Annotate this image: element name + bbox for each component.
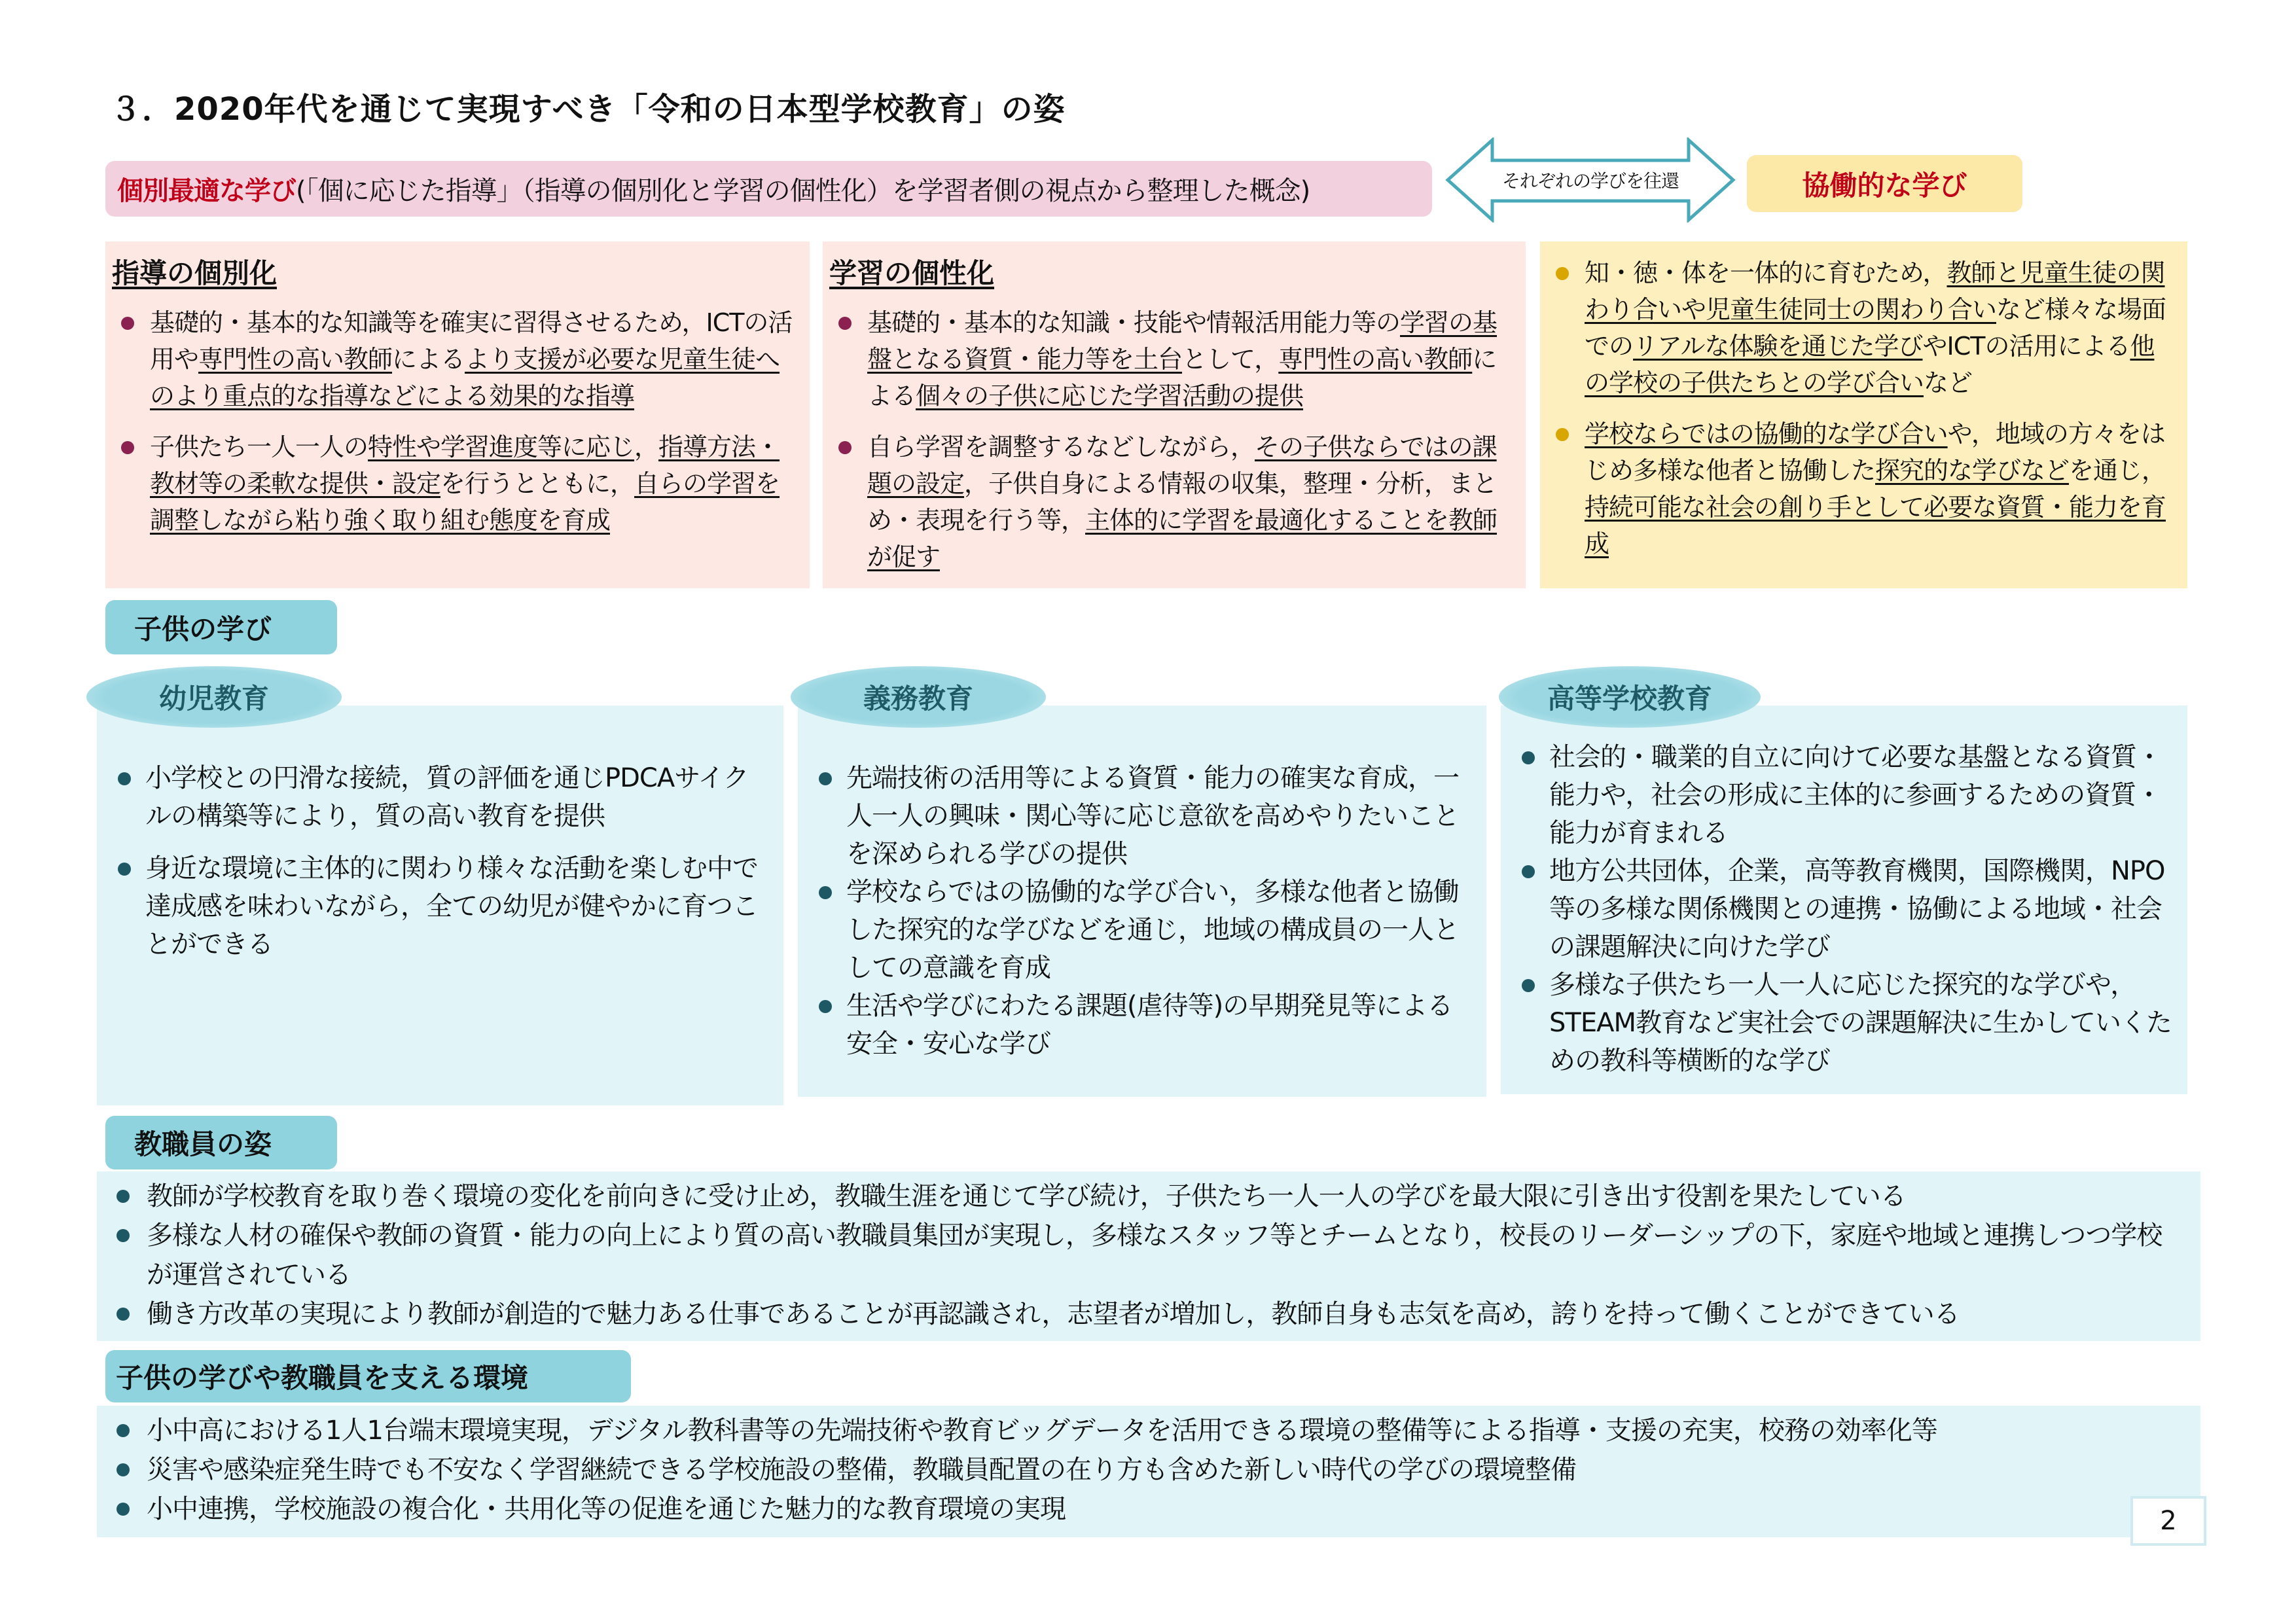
- list-item: 先端技術の活用等による資質・能力の確実な育成，一人一人の興味・関心等に応じ意欲を高めやりたいことを深められる学びの提供: [810, 759, 1475, 873]
- children-learning-tab: 子供の学び: [105, 600, 337, 654]
- list-item: 基礎的・基本的な知識等を確実に習得させるため，ICTの活用や専門性の高い教師によるより支援が必要な児童生徒へのより重点的な指導などによる効果的な指導: [112, 304, 797, 414]
- compulsory-education-panel: [798, 705, 1486, 1097]
- list-item: 子供たち一人一人の特性や学習進度等に応じ，指導方法・教材等の柔軟な提供・設定を行うとともに，自らの学習を調整しながら粘り強く取り組む態度を育成: [112, 429, 797, 539]
- list-item: 小中高における1人1台端末環境実現，デジタル教科書等の先端技術や教育ビッグデータを活用できる環境の整備等による指導・支援の充実，校務の効率化等: [110, 1411, 2187, 1450]
- individual-learning-label: 個別最適な学び: [117, 176, 296, 206]
- list-item: 学校ならではの協働的な学び合いや，地域の方々をはじめ多様な他者と協働した探究的な学びなどを通じ，持続可能な社会の創り手として必要な資質・能力を育成: [1547, 416, 2174, 562]
- list-item: 地方公共団体，企業，高等教育機関，国際機関，NPO等の多様な関係機関との連携・協働による地域・社会の課題解決に向けた学び: [1513, 852, 2176, 966]
- list-item: 教師が学校教育を取り巻く環境の変化を前向きに受け止め，教職生涯を通じて学び続け，子供たち一人一人の学びを最大限に引き出す役割を果たしている: [110, 1177, 2187, 1216]
- individual-learning-description: (「個に応じた指導」（指導の個別化と学習の個性化）を学習者側の視点から整理した概念): [296, 176, 1310, 206]
- early-childhood-label: 幼児教育: [86, 666, 342, 728]
- instruction-individualization-heading: 指導の個別化: [112, 257, 278, 289]
- staff-panel: [97, 1171, 2200, 1341]
- high-school-panel: [1501, 705, 2187, 1094]
- list-item: 多様な人材の確保や教師の資質・能力の向上により質の高い教職員集団が実現し，多様なスタッフ等とチームとなり，校長のリーダーシップの下，家庭や地域と連携しつつ学校が運営されている: [110, 1216, 2187, 1294]
- list-item: 小学校との円滑な接続，質の評価を通じPDCAサイクルの構築等により，質の高い教育を提供: [109, 759, 772, 835]
- staff-tab: 教職員の姿: [105, 1116, 337, 1169]
- page-number: 2: [2130, 1496, 2206, 1546]
- compulsory-education-label: 義務教育: [791, 666, 1046, 728]
- collaborative-learning-box: [1540, 241, 2187, 588]
- instruction-individualization-box: [105, 241, 810, 588]
- high-school-label: 高等学校教育: [1499, 666, 1761, 728]
- environment-panel: [97, 1406, 2200, 1537]
- list-item: 小中連携，学校施設の複合化・共用化等の促進を通じた魅力的な教育環境の実現: [110, 1489, 2187, 1529]
- list-item: 多様な子供たち一人一人に応じた探究的な学びや，STEAM教育など実社会での課題解決に生かしていくための教科等横断的な学び: [1513, 966, 2176, 1080]
- early-childhood-panel: [97, 705, 783, 1105]
- environment-tab: 子供の学びや教職員を支える環境: [105, 1350, 631, 1402]
- page-title: ３．2020年代を通じて実現すべき「令和の日本型学校教育」の姿: [110, 91, 1066, 128]
- list-item: 働き方改革の実現により教師が創造的で魅力ある仕事であることが再認識され，志望者が増加し，教師自身も志気を高め，誇りを持って働くことができている: [110, 1294, 2187, 1334]
- list-item: 災害や感染症発生時でも不安なく学習継続できる学校施設の整備，教職員配置の在り方も含めた新しい時代の学びの環境整備: [110, 1450, 2187, 1489]
- list-item: 身近な環境に主体的に関わり様々な活動を楽しむ中で達成感を味わいながら，全ての幼児が健やかに育つことができる: [109, 849, 772, 963]
- arrow-label: それぞれの学びを往還: [1501, 170, 1679, 192]
- learning-personalization-box: [823, 241, 1526, 588]
- collaborative-learning-banner: 協働的な学び: [1747, 155, 2022, 212]
- list-item: 基礎的・基本的な知識・技能や情報活用能力等の学習の基盤となる資質・能力等を土台として，専門性の高い教師による個々の子供に応じた学習活動の提供: [829, 304, 1513, 414]
- list-item: 社会的・職業的自立に向けて必要な基盤となる資質・能力や，社会の形成に主体的に参画するための資質・能力が育まれる: [1513, 738, 2176, 852]
- learning-personalization-heading: 学習の個性化: [829, 257, 995, 289]
- individual-learning-banner: [105, 161, 1432, 217]
- list-item: 知・徳・体を一体的に育むため，教師と児童生徒の関わり合いや児童生徒同士の関わり合いなど様々な場面でのリアルな体験を通じた学びやICTの活用による他の学校の子供たちとの学び合いなど: [1547, 255, 2174, 401]
- list-item: 学校ならではの協働的な学び合い，多様な他者と協働した探究的な学びなどを通じ，地域の構成員の一人としての意識を育成: [810, 873, 1475, 987]
- list-item: 生活や学びにわたる課題(虐待等)の早期発見等による安全・安心な学び: [810, 987, 1475, 1063]
- list-item: 自ら学習を調整するなどしながら，その子供ならではの課題の設定，子供自身による情報の収集，整理・分析，まとめ・表現を行う等，主体的に学習を最適化することを教師が促す: [829, 429, 1513, 575]
